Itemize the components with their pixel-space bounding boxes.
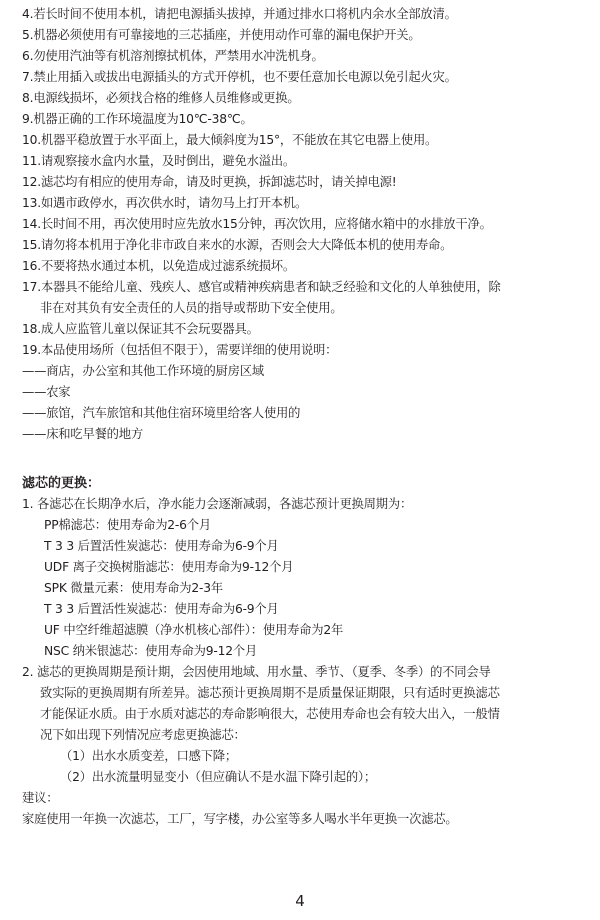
filter-cycle-uf: UF 中空纤维超滤膜（净水机核心部件）：使用寿命为2年 — [44, 623, 344, 637]
safety-item-4: 4.若长时间不使用本机，请把电源插头拔掉，并通过排水口将机内余水全部放清。 — [22, 7, 457, 21]
filter-item-2-line-3: 才能保证水质。由于水质对滤芯的寿命影响很大，芯使用寿命也会有较大出入，一般情 — [40, 707, 500, 721]
safety-item-9: 9.机器正确的工作环境温度为10℃-38℃。 — [22, 112, 253, 126]
safety-item-11: 11.请观察接水盒内水量，及时倒出，避免水溢出。 — [22, 154, 295, 168]
filter-cycle-t33b: T 3 3 后置活性炭滤芯：使用寿命为6-9个月 — [44, 602, 279, 616]
safety-item-12: 12.滤芯均有相应的使用寿命，请及时更换，拆卸滤芯时，请关掉电源! — [22, 175, 397, 189]
safety-item-8: 8.电源线损坏，必须找合格的维修人员维修或更换。 — [22, 91, 300, 105]
filter-item-2-line-4: 况下如出现下列情况应考虑更换滤芯： — [40, 728, 246, 742]
safety-item-10: 10.机器平稳放置于水平面上，最大倾斜度为15°，不能放在其它电器上使用。 — [22, 133, 438, 147]
filter-item-1: 1. 各滤芯在长期净水后，净水能力会逐渐减弱，各滤芯预计更换周期为： — [22, 497, 413, 511]
filter-cycle-udf: UDF 离子交换树脂滤芯：使用寿命为9-12个月 — [44, 560, 294, 574]
safety-item-5: 5.机器必须使用有可靠接地的三芯插座，并使用动作可靠的漏电保护开关。 — [22, 28, 421, 42]
replace-condition-2: （2）出水流量明显变小（但应确认不是水温下降引起的）； — [60, 770, 376, 784]
advice-text: 家庭使用一年换一次滤芯，工厂，写字楼，办公室等多人喝水半年更换一次滤芯。 — [22, 812, 458, 826]
safety-item-6: 6.勿使用汽油等有机溶剂擦拭机体，严禁用水冲洗机身。 — [22, 49, 324, 63]
advice-label: 建议： — [22, 791, 59, 805]
usage-place-1: ——商店，办公室和其他工作环境的厨房区域 — [22, 364, 264, 378]
safety-item-17-cont: 非在对其负有安全责任的人员的指导或帮助下安全使用。 — [40, 301, 343, 315]
filter-section-heading: 滤芯的更换： — [22, 476, 101, 491]
filter-cycle-t33a: T 3 3 后置活性炭滤芯：使用寿命为6-9个月 — [44, 539, 279, 553]
safety-item-7: 7.禁止用插入或拔出电源插头的方式开停机，也不要任意加长电源以免引起火灾。 — [22, 70, 457, 84]
safety-item-18: 18.成人应监管儿童以保证其不会玩耍器具。 — [22, 322, 259, 336]
replace-condition-1: （1）出水水质变差，口感下降； — [60, 749, 237, 763]
usage-place-4: ——床和吃早餐的地方 — [22, 427, 143, 441]
filter-cycle-spk: SPK 微量元素：使用寿命为2-3年 — [44, 581, 223, 595]
page-number: 4 — [295, 892, 305, 910]
filter-item-2-line-2: 致实际的更换周期有所差异。滤芯预计更换周期不是质量保证期限，只有适时更换滤芯 — [40, 686, 500, 700]
safety-item-13: 13.如遇市政停水，再次供水时，请勿马上打开本机。 — [22, 196, 308, 210]
safety-item-19: 19.本品使用场所（包括但不限于），需要详细的使用说明： — [22, 343, 338, 357]
filter-item-2-line-1: 2. 滤芯的更换周期是预计期，会因使用地域、用水量、季节、（夏季、冬季）的不同会导 — [22, 665, 491, 679]
safety-item-17: 17.本器具不能给儿童、残疾人、感官或精神疾病患者和缺乏经验和文化的人单独使用，除 — [22, 280, 501, 294]
usage-place-3: ——旅馆，汽车旅馆和其他住宿环境里给客人使用的 — [22, 406, 301, 420]
usage-place-2: ——农家 — [22, 385, 71, 399]
safety-item-16: 16.不要将热水通过本机，以免造成过滤系统损坏。 — [22, 259, 295, 273]
safety-item-15: 15.请勿将本机用于净化非市政自来水的水源，否则会大大降低本机的使用寿命。 — [22, 238, 453, 252]
filter-cycle-nsc: NSC 纳米银滤芯：使用寿命为9-12个月 — [44, 644, 258, 658]
safety-item-14: 14.长时间不用，再次使用时应先放水15分钟，再次饮用，应将储水箱中的水排放干净。 — [22, 217, 492, 231]
filter-cycle-pp: PP棉滤芯：使用寿命为2-6个月 — [44, 518, 211, 532]
